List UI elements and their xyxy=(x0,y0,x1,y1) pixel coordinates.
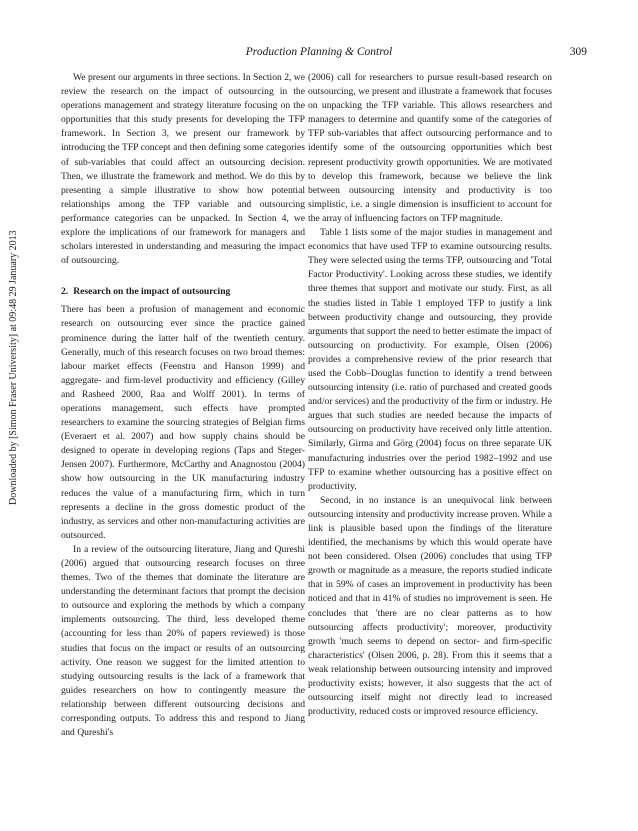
section-number: 2. xyxy=(61,286,69,298)
body-paragraph: Second, in no instance is an unequivocal link between outsourcing intensity and productivity increase proven. While a link is plausible based upon the findings of the literature identified, the mechanisms by which this would operate have not been considered. Olsen (2006) concludes that using TFP growth or magnitude as a measure, the reports studied indicate that in 59% of cases an improvement in productivity has been noticed and that in 41% of studies no improvement is seen. He concludes that 'there are no clear patterns as to how outsourcing affects productivity'; moreover, productivity growth 'much seems to depend on sector- and firm-specific characteristics' (Olsen 2006, p. 28). From this it seems that a weak relationship between outsourcing intensity and improved productivity exists; however, it also suggests that the act of outsourcing itself might not directly lead to increased productivity, reduced costs or improved resource efficiency. xyxy=(308,494,552,718)
body-paragraph: There has been a profusion of management and economic research on outsourcing ever since the practice gained prominence during the latter half of the twentieth century. Generally, much of this research focuses on two broad themes: labour market effects (Feenstra and Hanson 1999) and aggregate- and firm-level productivity and efficiency (Gilley and Rasheed 2000, Raa and Wolff 2001). In terms of operations management, such effects have prompted researchers to examine the sourcing strategies of Belgian firms (Everaert et al. 2007) and how supply chains should be designed to operate in developing regions (Taps and Steger-Jensen 2007). Furthermore, McCarthy and Anagnostou (2004) show how outsourcing in the UK manufacturing industry reduces the value of a manufacturing firm, which in turn represents a decline in the gross domestic product of the industry, as services and other non-manufacturing activities are outsourced. xyxy=(61,304,305,541)
continued-paragraph: (2006) call for researchers to pursue result-based research on outsourcing, we present and illustrate a framework that focuses on unpacking the TFP variable. This allows researchers and managers to determine and quantify some of the categories of TFP sub-variables that affect outsourcing performance and to identify some of the outsourcing opportunities which best represent productivity growth opportunities. We are motivated to develop this framework, because we believe the link between outsourcing intensity and productivity is too simplistic, i.e. a single dimension is insufficient to account for the array of influencing factors on TFP magnitude. xyxy=(308,72,552,224)
section-heading xyxy=(61,285,305,299)
page-number: 309 xyxy=(569,46,587,58)
download-watermark xyxy=(8,105,32,505)
body-paragraph: In a review of the outsourcing literature, Jiang and Qureshi (2006) argued that outsourcing research focuses on three themes. Two of the themes that dominate the literature are understanding the determinant factors that prompt the decision to outsource and exploring the methods by which a company implements outsourcing. The third, less developed theme (accounting for less than 20% of papers reviewed) is those studies that focus on the impact or results of an outsourcing activity. One reason we suggest for the limited attention to studying outsourcing results is the lack of a framework that guides researchers on how to contingently measure the relationship between different outsourcing decisions and corresponding outputs. To address this and respond to Jiang and Qureshi's xyxy=(61,543,305,739)
journal-title: Production Planning & Control xyxy=(245,46,393,58)
intro-paragraph: We present our arguments in three sections. In Section 2, we review the research on the impact of outsourcing in the operations management and strategy literature focusing on the opportunities that this study presents for developing the TFP framework. In Section 3, we present our framework by introducing the TFP concept and then defining some categories of sub-variables that could affect an outsourcing decision. Then, we illustrate the framework and method. We do this by presenting a simple illustrative to show how potential relationships among the TFP variable and outsourcing performance categories can be unpacked. In Section 4, we explore the implications of our framework for managers and scholars interested in understanding and measuring the impact of outsourcing. xyxy=(61,72,305,267)
section-title: Research on the impact of outsourcing xyxy=(73,286,231,298)
right-column xyxy=(308,71,552,719)
body-paragraph: Table 1 lists some of the major studies in management and economics that have used TFP to examine outsourcing results. They were selected using the terms TFP, outsourcing and 'Total Factor Productivity'. Looking across these studies, we identify three themes that support and motivate our study. First, as all the studies listed in Table 1 employed TFP to justify a link between productivity change and outsourcing, they provide arguments that support the need to better estimate the impact of outsourcing on productivity. For example, Olsen (2006) provides a comprehensive review of the prior research that used the Cobb–Douglas function to identify a trend between outsourcing intensity (i.e. ratio of purchased and created goods and/or services) and the productivity of the firm or industry. He argues that such studies are needed because the impacts of outsourcing on productivity have received only little attention. Similarly, Girma and Görg (2004) focus on three separate UK manufacturing industries over the period 1982–1992 and use TFP to examine whether outsourcing has a positive effect on productivity. xyxy=(308,227,552,492)
left-column xyxy=(61,71,305,740)
download-note: Downloaded by [Simon Fraser University] at 09:48 29 January 2013 xyxy=(8,230,19,505)
